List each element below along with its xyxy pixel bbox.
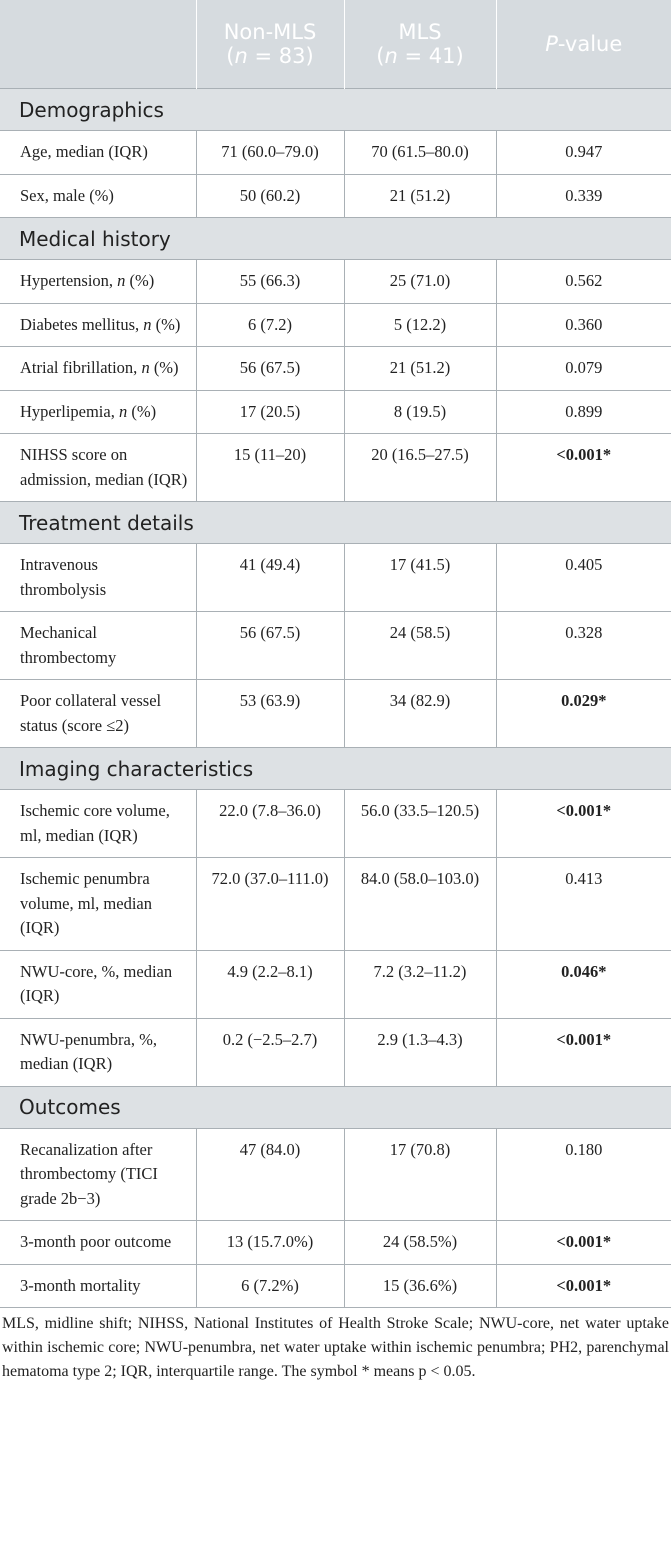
header-empty-cell xyxy=(0,0,196,89)
non-mls-value-cell: 55 (66.3) xyxy=(196,260,344,304)
header-mls-label: MLS xyxy=(398,20,442,44)
table-row xyxy=(0,680,671,748)
header-mls xyxy=(344,0,496,89)
header-p-italic: P xyxy=(545,32,558,56)
table-body xyxy=(0,89,671,1308)
row-label-cell: NWU-penumbra, %, median (IQR) xyxy=(0,1018,196,1086)
non-mls-value-cell: 17 (20.5) xyxy=(196,390,344,434)
p-value-cell: 0.405 xyxy=(496,544,671,612)
section-header-row xyxy=(0,1086,671,1128)
row-label-cell: Poor collateral vessel status (score ≤2) xyxy=(0,680,196,748)
table-row xyxy=(0,1221,671,1265)
section-header-row xyxy=(0,89,671,131)
mls-value-cell: 70 (61.5–80.0) xyxy=(344,131,496,175)
row-label-cell: Diabetes mellitus, n (%) xyxy=(0,303,196,347)
p-value-cell: 0.180 xyxy=(496,1128,671,1221)
p-value-cell: <0.001* xyxy=(496,434,671,502)
p-value-cell: <0.001* xyxy=(496,1221,671,1265)
table-row xyxy=(0,858,671,951)
non-mls-value-cell: 13 (15.7.0%) xyxy=(196,1221,344,1265)
mls-value-cell: 56.0 (33.5–120.5) xyxy=(344,790,496,858)
row-label-cell: NIHSS score on admission, median (IQR) xyxy=(0,434,196,502)
section-title: Treatment details xyxy=(0,502,671,544)
table-row xyxy=(0,347,671,391)
table-row xyxy=(0,174,671,218)
p-value-cell: <0.001* xyxy=(496,1264,671,1308)
row-label-cell: Mechanical thrombectomy xyxy=(0,612,196,680)
row-label-cell: Ischemic penumbra volume, ml, median (IQR) xyxy=(0,858,196,951)
row-label-cell: Sex, male (%) xyxy=(0,174,196,218)
p-value-cell: 0.339 xyxy=(496,174,671,218)
row-label-cell: Ischemic core volume, ml, median (IQR) xyxy=(0,790,196,858)
mls-value-cell: 21 (51.2) xyxy=(344,347,496,391)
section-title: Demographics xyxy=(0,89,671,131)
table-row xyxy=(0,1128,671,1221)
row-label-cell: 3-month poor outcome xyxy=(0,1221,196,1265)
non-mls-value-cell: 56 (67.5) xyxy=(196,612,344,680)
header-mls-count: (n = 41) xyxy=(376,44,464,68)
p-value-cell: <0.001* xyxy=(496,1018,671,1086)
section-header-row xyxy=(0,218,671,260)
table-row xyxy=(0,303,671,347)
non-mls-value-cell: 72.0 (37.0–111.0) xyxy=(196,858,344,951)
row-label-cell: Recanalization after thrombectomy (TICI grade 2b−3) xyxy=(0,1128,196,1221)
table-row xyxy=(0,790,671,858)
p-value-cell: 0.029* xyxy=(496,680,671,748)
section-title: Imaging characteristics xyxy=(0,748,671,790)
mls-value-cell: 17 (41.5) xyxy=(344,544,496,612)
header-non-mls xyxy=(196,0,344,89)
mls-value-cell: 17 (70.8) xyxy=(344,1128,496,1221)
p-value-cell: 0.079 xyxy=(496,347,671,391)
table-header-row xyxy=(0,0,671,89)
row-label-cell: Hyperlipemia, n (%) xyxy=(0,390,196,434)
table-row xyxy=(0,612,671,680)
table-row xyxy=(0,260,671,304)
p-value-cell: 0.562 xyxy=(496,260,671,304)
non-mls-value-cell: 6 (7.2) xyxy=(196,303,344,347)
mls-value-cell: 24 (58.5%) xyxy=(344,1221,496,1265)
mls-value-cell: 84.0 (58.0–103.0) xyxy=(344,858,496,951)
mls-value-cell: 2.9 (1.3–4.3) xyxy=(344,1018,496,1086)
table-row xyxy=(0,390,671,434)
section-header-row xyxy=(0,502,671,544)
non-mls-value-cell: 0.2 (−2.5–2.7) xyxy=(196,1018,344,1086)
header-p-value xyxy=(496,0,671,89)
row-label-cell: Atrial fibrillation, n (%) xyxy=(0,347,196,391)
non-mls-value-cell: 56 (67.5) xyxy=(196,347,344,391)
row-label-cell: Age, median (IQR) xyxy=(0,131,196,175)
table-row xyxy=(0,131,671,175)
mls-value-cell: 20 (16.5–27.5) xyxy=(344,434,496,502)
non-mls-value-cell: 53 (63.9) xyxy=(196,680,344,748)
header-p-rest: -value xyxy=(557,32,623,56)
row-label-cell: Hypertension, n (%) xyxy=(0,260,196,304)
p-value-cell: 0.413 xyxy=(496,858,671,951)
mls-value-cell: 24 (58.5) xyxy=(344,612,496,680)
row-label-cell: Intravenous thrombolysis xyxy=(0,544,196,612)
mls-value-cell: 7.2 (3.2–11.2) xyxy=(344,950,496,1018)
mls-value-cell: 25 (71.0) xyxy=(344,260,496,304)
p-value-cell: 0.899 xyxy=(496,390,671,434)
p-value-cell: 0.947 xyxy=(496,131,671,175)
table-row xyxy=(0,544,671,612)
section-title: Medical history xyxy=(0,218,671,260)
non-mls-value-cell: 15 (11–20) xyxy=(196,434,344,502)
non-mls-value-cell: 50 (60.2) xyxy=(196,174,344,218)
header-non-mls-label: Non-MLS xyxy=(223,20,317,44)
table-row xyxy=(0,950,671,1018)
non-mls-value-cell: 6 (7.2%) xyxy=(196,1264,344,1308)
table-row xyxy=(0,1018,671,1086)
table-footnote: MLS, midline shift; NIHSS, National Institutes of Health Stroke Scale; NWU-core, net water uptake within ischemic core; NWU-penumbra, net water uptake within ischemic penumbra; PH2, parenchymal hematoma type 2; IQR, interquartile range. The symbol * means p < 0.05. xyxy=(2,1315,669,1380)
row-label-cell: NWU-core, %, median (IQR) xyxy=(0,950,196,1018)
non-mls-value-cell: 71 (60.0–79.0) xyxy=(196,131,344,175)
mls-value-cell: 21 (51.2) xyxy=(344,174,496,218)
table-row xyxy=(0,434,671,502)
p-value-cell: <0.001* xyxy=(496,790,671,858)
non-mls-value-cell: 4.9 (2.2–8.1) xyxy=(196,950,344,1018)
section-title: Outcomes xyxy=(0,1086,671,1128)
mls-value-cell: 34 (82.9) xyxy=(344,680,496,748)
section-header-row xyxy=(0,748,671,790)
non-mls-value-cell: 47 (84.0) xyxy=(196,1128,344,1221)
p-value-cell: 0.046* xyxy=(496,950,671,1018)
non-mls-value-cell: 41 (49.4) xyxy=(196,544,344,612)
row-label-cell: 3-month mortality xyxy=(0,1264,196,1308)
header-non-mls-count: (n = 83) xyxy=(226,44,314,68)
mls-value-cell: 8 (19.5) xyxy=(344,390,496,434)
mls-value-cell: 5 (12.2) xyxy=(344,303,496,347)
p-value-cell: 0.360 xyxy=(496,303,671,347)
mls-value-cell: 15 (36.6%) xyxy=(344,1264,496,1308)
non-mls-value-cell: 22.0 (7.8–36.0) xyxy=(196,790,344,858)
p-value-cell: 0.328 xyxy=(496,612,671,680)
table-row xyxy=(0,1264,671,1308)
